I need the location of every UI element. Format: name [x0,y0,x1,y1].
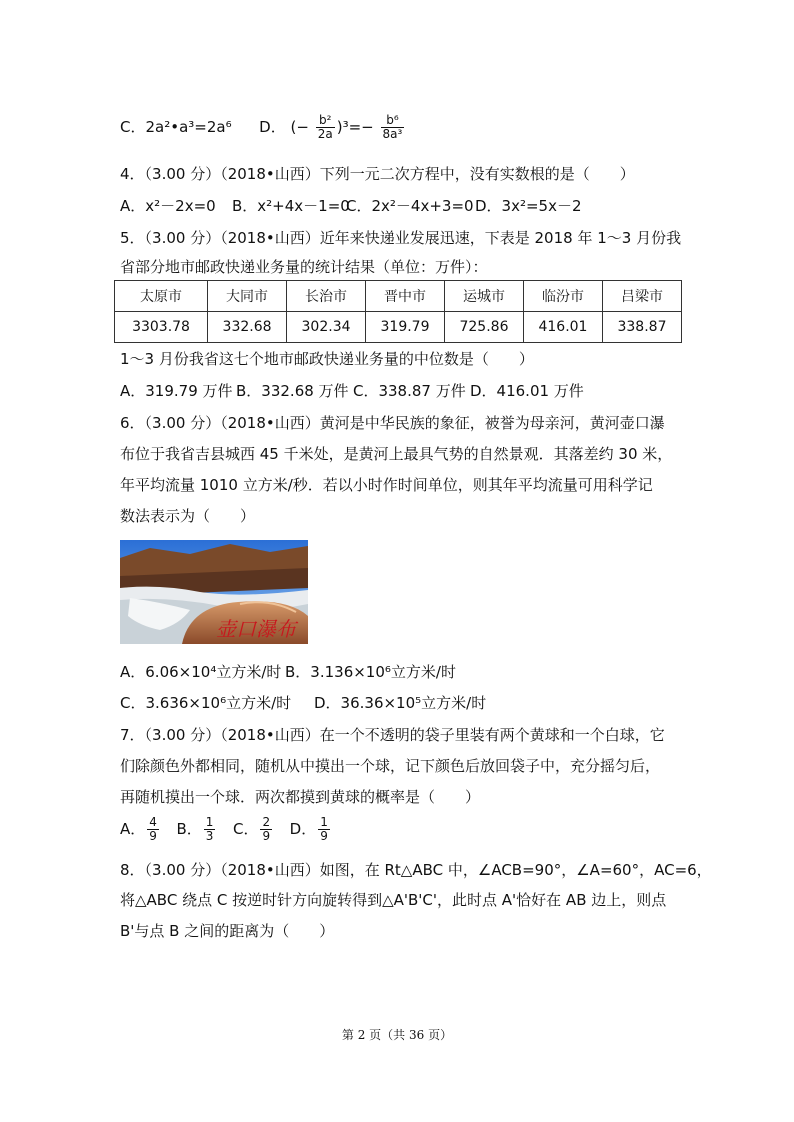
table-header-cell: 大同市 [208,281,287,312]
table-header-cell: 长治市 [287,281,366,312]
q6-option-a: A．6.06×10⁴立方米/时 [120,663,282,681]
q4-stem: 4．（3.00 分）（2018•山西）下列一元二次方程中，没有实数根的是（ ） [120,165,635,183]
q5-stem-2: 省部分地市邮政快递业务量的统计结果（单位：万件）： [120,258,488,276]
q6-options-ab [120,661,456,683]
q5-stem-1: 5．（3.00 分）（2018•山西）近年来快递业发展迅速，下表是 2018 年 1～3 月份我 [120,229,682,247]
q5-question: 1～3 月份我省这七个地市邮政快递业务量的中位数是（ ） [120,350,534,368]
q4-option-b: B．x²+4x－1=0 [232,197,350,215]
q7-option-b-label: B． [176,820,202,838]
q3-d-fraction-1: $\frac{\text{b²}}{2a}$ [317,113,333,141]
q7-option-a-fraction: $\frac{4}{9}$ [149,815,157,843]
table-row [115,312,682,343]
q5-data-table [114,280,682,343]
photo-caption-text: 壶口瀑布 [216,617,296,641]
q6-option-b: B．3.136×10⁶立方米/时 [285,663,456,681]
q7-option-a-label: A． [120,820,146,838]
table-cell: 302.34 [287,312,366,343]
q6-stem-2: 布位于我省吉县城西 45 千米处，是黄河上最具气势的自然景观．其落差约 30 米， [120,445,673,463]
table-header-row [115,281,682,312]
q7-stem-3: 再随机摸出一个球．两次都摸到黄球的概率是（ ） [120,788,481,806]
q3-option-d-close: ) [336,118,343,136]
q6-option-d: D．36.36×10⁵立方米/时 [314,694,487,712]
q5-option-a: A．319.79 万件 [120,382,233,400]
waterfall-image [120,540,308,644]
q3-d-fraction-2: $\frac{\text{b⁶}}{\text{8a³}}$ [382,113,403,141]
table-header-cell: 临汾市 [523,281,602,312]
q7-option-b-fraction: $\frac{1}{3}$ [205,815,214,843]
q8-stem-1: 8．（3.00 分）（2018•山西）如图，在 Rt△ABC 中，∠ACB=90°，∠A=60°，AC=6， [120,861,712,879]
q7-option-c-label: C． [232,820,259,838]
q7-option-c-fraction: $\frac{2}{9}$ [262,815,271,843]
table-cell: 416.01 [523,312,602,343]
q7-option-d-label: D． [289,820,317,838]
table-header-cell: 太原市 [115,281,208,312]
hukou-waterfall-photo [120,540,308,644]
page-footer: 第 2 页（共 36 页） [341,1028,453,1042]
table-header-cell: 运城市 [445,281,524,312]
q3-options-cd: C．2a²•a³=2a⁶ D． (− $\frac{\text{b²}}{2a}$ )³=− $\frac{\text{b⁶}}{\text{8a³}}$ [120,113,403,141]
q4-options [120,195,582,217]
q6-option-c: C．3.636×10⁶立方米/时 [120,694,292,712]
q3-option-c: C．2a²•a³=2a⁶ [120,118,232,136]
q6-options-cd [120,692,486,714]
q7-options [120,816,332,843]
q5-options [120,380,584,402]
q3-option-d-pow: ³= [342,118,362,136]
q7-option-d-fraction: $\frac{1}{9}$ [320,815,328,843]
q5-option-c: C．338.87 万件 [353,382,466,400]
table-cell: 725.86 [445,312,524,343]
q8-stem-3: B'与点 B 之间的距离为（ ） [120,922,335,940]
q4-option-d: D．3x²=5x－2 [475,197,582,215]
q5-option-b: B．332.68 万件 [236,382,349,400]
q5-option-d: D．416.01 万件 [470,382,584,400]
table-header-cell: 晋中市 [366,281,445,312]
table-cell: 319.79 [366,312,445,343]
q7-stem-2: 们除颜色外都相同，随机从中摸出一个球，记下颜色后放回袋子中，充分摇匀后， [120,757,661,775]
q3-option-d-label: D． [259,118,286,136]
table-cell: 3303.78 [115,312,208,343]
q6-stem-1: 6．（3.00 分）（2018•山西）黄河是中华民族的象征，被誉为母亲河，黄河壶口瀑 [120,414,665,432]
table-header-cell: 吕梁市 [602,281,681,312]
table-cell: 338.87 [602,312,681,343]
q4-option-c: C．2x²－4x+3=0 [346,197,474,215]
table-cell: 332.68 [208,312,287,343]
q3-option-d-open: (− [290,118,309,136]
q7-stem-1: 7．（3.00 分）（2018•山西）在一个不透明的袋子里装有两个黄球和一个白球，它 [120,726,665,744]
q6-stem-3: 年平均流量 1010 立方米/秒．若以小时作时间单位，则其年平均流量可用科学记 [120,476,653,494]
q6-stem-4: 数法表示为（ ） [120,507,256,525]
q4-option-a: A．x²－2x=0 [120,197,216,215]
q8-stem-2: 将△ABC 绕点 C 按逆时针方向旋转得到△A'B'C'，此时点 A'恰好在 AB 边上，则点 [120,891,667,909]
